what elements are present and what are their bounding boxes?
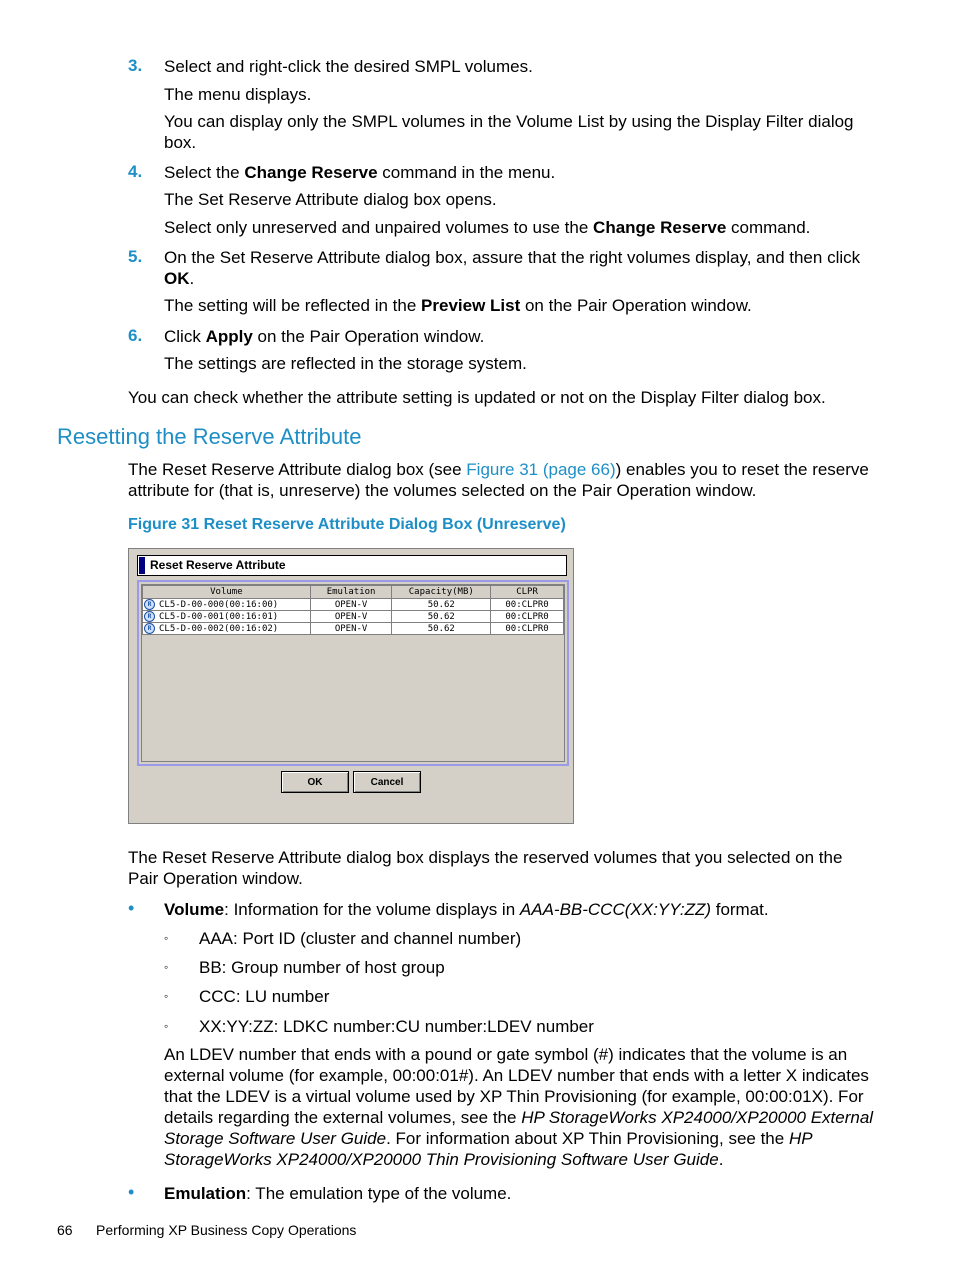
table-row[interactable] xyxy=(143,599,564,611)
cell-clpr: 00:CLPR0 xyxy=(491,623,564,635)
volume-icon: R xyxy=(144,623,155,634)
table-row[interactable] xyxy=(143,611,564,623)
step-3-number: 3. xyxy=(128,56,143,75)
dialog-title: Reset Reserve Attribute xyxy=(137,555,567,576)
ldev-paragraph: An LDEV number that ends with a pound or gate symbol (#) indicates that the volume is an external volume (for example, 00:00:01#). An LDEV number that ends with a letter X indicates that the LDEV is a virtual volume used by XP Thin Provisioning (for example, 00:00:01X). For details regarding the external volumes, see the HP StorageWorks XP24000/XP20000 External Storage Software User Guide. For information about XP Thin Provisioning, see the HP StorageWorks XP24000/XP20000 Thin Provisioning Software User Guide. xyxy=(164,1045,874,1169)
volume-bullet: Volume: Information for the volume displays in AAA-BB-CCC(XX:YY:ZZ) format. xyxy=(164,900,769,919)
step-6-number: 6. xyxy=(128,326,143,345)
volume-icon: R xyxy=(144,599,155,610)
bullet-icon: • xyxy=(128,898,135,918)
figure-caption: Figure 31 Reset Reserve Attribute Dialog Box (Unreserve) xyxy=(128,516,566,533)
figure-link[interactable]: Figure 31 (page 66) xyxy=(466,460,616,479)
column-volume[interactable]: Volume xyxy=(143,586,311,599)
cell-emulation: OPEN-V xyxy=(310,611,392,623)
step-3-note-2: You can display only the SMPL volumes in the Volume List by using the Display Filter dialog box. xyxy=(164,112,854,152)
column-capacity[interactable]: Capacity(MB) xyxy=(392,586,491,599)
cell-emulation: OPEN-V xyxy=(310,599,392,611)
volume-icon: R xyxy=(144,611,155,622)
step-6-note: The settings are reflected in the storage system. xyxy=(164,354,527,373)
step-3-note-1: The menu displays. xyxy=(164,85,312,104)
column-emulation[interactable]: Emulation xyxy=(310,586,392,599)
intro-paragraph: The Reset Reserve Attribute dialog box (see Figure 31 (page 66)) enables you to reset the reserve attribute for (that is, unreserve) the volumes selected on the Pair Operation window. xyxy=(128,460,869,500)
footer-title: Performing XP Business Copy Operations xyxy=(96,1222,357,1238)
step-4-note-2: Select only unreserved and unpaired volumes to use the Change Reserve command. xyxy=(164,218,811,237)
step-4-text: Select the Change Reserve command in the menu. xyxy=(164,163,556,182)
cell-clpr: 00:CLPR0 xyxy=(491,611,564,623)
sub-item-bb: BB: Group number of host group xyxy=(199,958,445,977)
cell-emulation: OPEN-V xyxy=(310,623,392,635)
step-6-text: Click Apply on the Pair Operation window. xyxy=(164,327,485,346)
ok-button[interactable]: OK xyxy=(281,771,349,793)
sub-bullet-icon: ◦ xyxy=(164,931,169,945)
cell-volume: CL5-D-00-001(00:16:01) xyxy=(159,612,279,622)
sub-item-xxyyzz: XX:YY:ZZ: LDKC number:CU number:LDEV number xyxy=(199,1017,594,1036)
cell-capacity: 50.62 xyxy=(392,611,491,623)
cell-clpr: 00:CLPR0 xyxy=(491,599,564,611)
step-4-note-1: The Set Reserve Attribute dialog box opens. xyxy=(164,190,497,209)
sub-item-aaa: AAA: Port ID (cluster and channel number) xyxy=(199,929,522,948)
check-paragraph: You can check whether the attribute setting is updated or not on the Display Filter dialog box. xyxy=(128,388,826,407)
step-5-note: The setting will be reflected in the Preview List on the Pair Operation window. xyxy=(164,296,752,315)
emulation-bullet: Emulation: The emulation type of the volume. xyxy=(164,1184,512,1203)
sub-bullet-icon: ◦ xyxy=(164,989,169,1003)
table-row[interactable] xyxy=(143,623,564,635)
cell-capacity: 50.62 xyxy=(392,599,491,611)
after-figure-paragraph: The Reset Reserve Attribute dialog box displays the reserved volumes that you selected on the Pair Operation window. xyxy=(128,848,843,888)
volume-table xyxy=(142,585,564,635)
column-clpr[interactable]: CLPR xyxy=(491,586,564,599)
sub-bullet-icon: ◦ xyxy=(164,960,169,974)
step-5-text: On the Set Reserve Attribute dialog box, assure that the right volumes display, and then click OK. xyxy=(164,248,861,288)
page-number: 66 xyxy=(57,1222,73,1238)
step-3-text: Select and right-click the desired SMPL volumes. xyxy=(164,57,533,76)
section-title: Resetting the Reserve Attribute xyxy=(57,424,362,449)
step-5-number: 5. xyxy=(128,247,143,266)
sub-bullet-icon: ◦ xyxy=(164,1019,169,1033)
volume-list[interactable] xyxy=(137,580,569,766)
reset-reserve-dialog xyxy=(128,548,574,824)
cell-volume: CL5-D-00-002(00:16:02) xyxy=(159,624,279,634)
cancel-button[interactable]: Cancel xyxy=(353,771,421,793)
bullet-icon: • xyxy=(128,1182,135,1202)
step-4-number: 4. xyxy=(128,162,143,181)
cell-capacity: 50.62 xyxy=(392,623,491,635)
sub-item-ccc: CCC: LU number xyxy=(199,987,330,1006)
cell-volume: CL5-D-00-000(00:16:00) xyxy=(159,600,279,610)
